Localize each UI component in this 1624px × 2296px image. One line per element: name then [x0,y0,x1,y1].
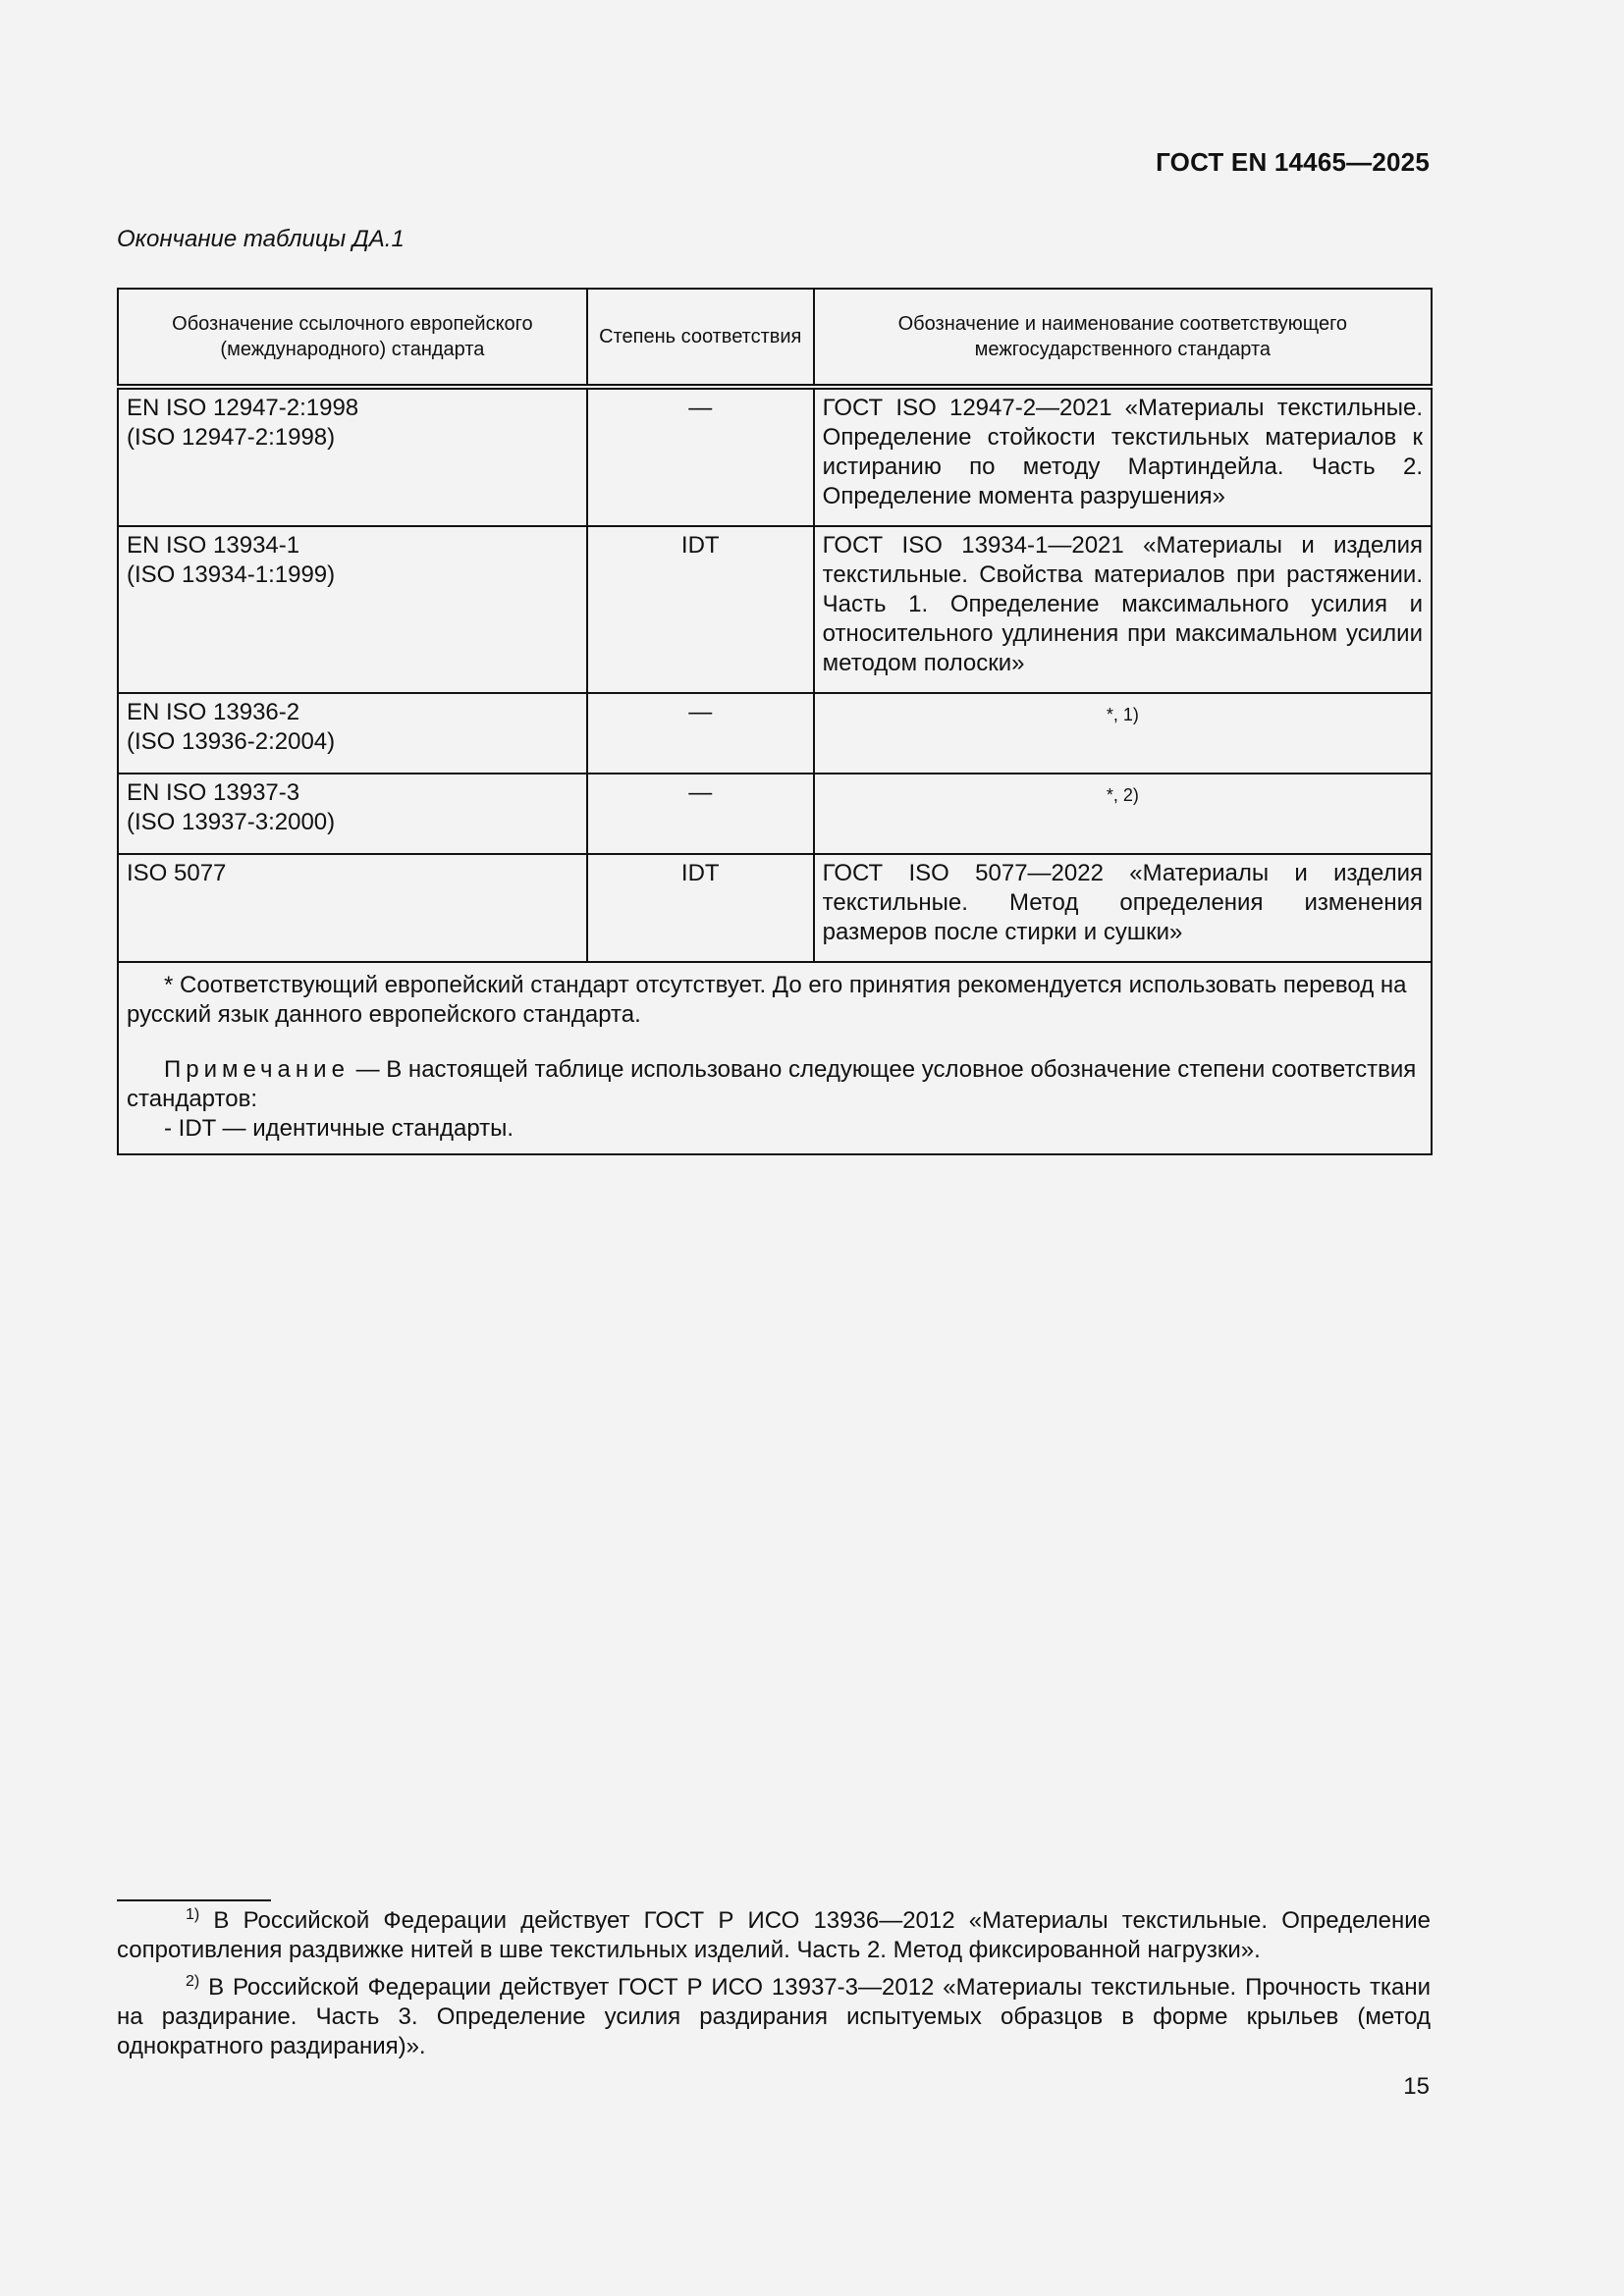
reference-cell [118,854,587,962]
table-notes-cell [118,962,1432,1154]
reference-line-2: (ISO 13934-1:1999) [127,561,336,588]
footnote-divider [117,1899,271,1901]
footnote-text: В Российской Федерации действует ГОСТ Р ИСО 13937-3—2012 «Материалы текстильные. Прочность ткани на раздирание. Часть 3. Определение усилия раздирания испытуемых образцов в форме крыльев (метод однократного раздирания)». [117,1974,1431,2059]
reference-line-2: (ISO 13937-3:2000) [127,809,336,835]
note-label: Примечание [164,1056,350,1083]
table-header-row [118,289,1432,387]
page-footnote-1 [117,1906,1431,1965]
header-reference-standard: Обозначение ссылочного европейского (международного) стандарта [118,289,587,387]
degree-cell: IDT [587,854,814,962]
interstate-standard-cell: ГОСТ ISO 13934-1—2021 «Материалы и изделия текстильные. Свойства материалов при растяжении. Часть 1. Определение максимального усилия и относительного удлинения при максимальном усилии методом полоски» [814,526,1432,693]
document-code: ГОСТ EN 14465—2025 [1156,147,1430,177]
reference-line-1: ISO 5077 [127,860,227,886]
standards-table [117,288,1433,1155]
reference-line-2: (ISO 13936-2:2004) [127,728,336,755]
footnote-mark-cell: *, 2) [814,774,1432,854]
note-text: — В настоящей таблице использовано следующее условное обозначение степени соответствия стандартов: [127,1056,1417,1112]
page-number: 15 [1403,2073,1430,2100]
interstate-standard-cell: ГОСТ ISO 5077—2022 «Материалы и изделия текстильные. Метод определения изменения размеров после стирки и сушки» [814,854,1432,962]
table-caption: Окончание таблицы ДА.1 [117,226,405,252]
reference-line-1: EN ISO 13937-3 [127,779,300,806]
reference-cell [118,526,587,693]
table-row [118,693,1432,774]
reference-line-1: EN ISO 13934-1 [127,532,300,559]
reference-cell [118,387,587,526]
reference-line-2: (ISO 12947-2:1998) [127,424,336,451]
header-degree-of-conformity: Степень соответствия [587,289,814,387]
degree-cell: — [587,387,814,526]
page-footnote-2 [117,1973,1431,2061]
footnote-mark-cell: *, 1) [814,693,1432,774]
reference-cell [118,693,587,774]
interstate-standard-cell: ГОСТ ISO 12947-2—2021 «Материалы текстильные. Определение стойкости текстильных материалов к истиранию по методу Мартиндейла. Часть 2. Определение момента разрушения» [814,387,1432,526]
note-bullet: - IDT — идентичные стандарты. [164,1115,514,1142]
footnote-number: 1) [186,1906,200,1923]
table-notes-row [118,962,1432,1154]
footnote-number: 2) [186,1973,200,1990]
header-interstate-standard: Обозначение и наименование соответствующего межгосударственного стандарта [814,289,1432,387]
table-row [118,526,1432,693]
reference-cell [118,774,587,854]
footnote-text: В Российской Федерации действует ГОСТ Р ИСО 13936—2012 «Материалы текстильные. Определение сопротивления раздвижке нитей в шве текстильных изделий. Часть 2. Метод фиксированной нагрузки». [117,1907,1431,1963]
table-row [118,854,1432,962]
degree-cell: — [587,693,814,774]
table-row [118,774,1432,854]
reference-line-1: EN ISO 13936-2 [127,699,300,725]
degree-cell: IDT [587,526,814,693]
table-row [118,387,1432,526]
degree-cell: — [587,774,814,854]
reference-line-1: EN ISO 12947-2:1998 [127,395,359,421]
star-footnote: * Соответствующий европейский стандарт отсутствует. До его принятия рекомендуется использовать перевод на русский язык данного европейского стандарта. [127,972,1407,1028]
table-note [127,1055,1423,1114]
